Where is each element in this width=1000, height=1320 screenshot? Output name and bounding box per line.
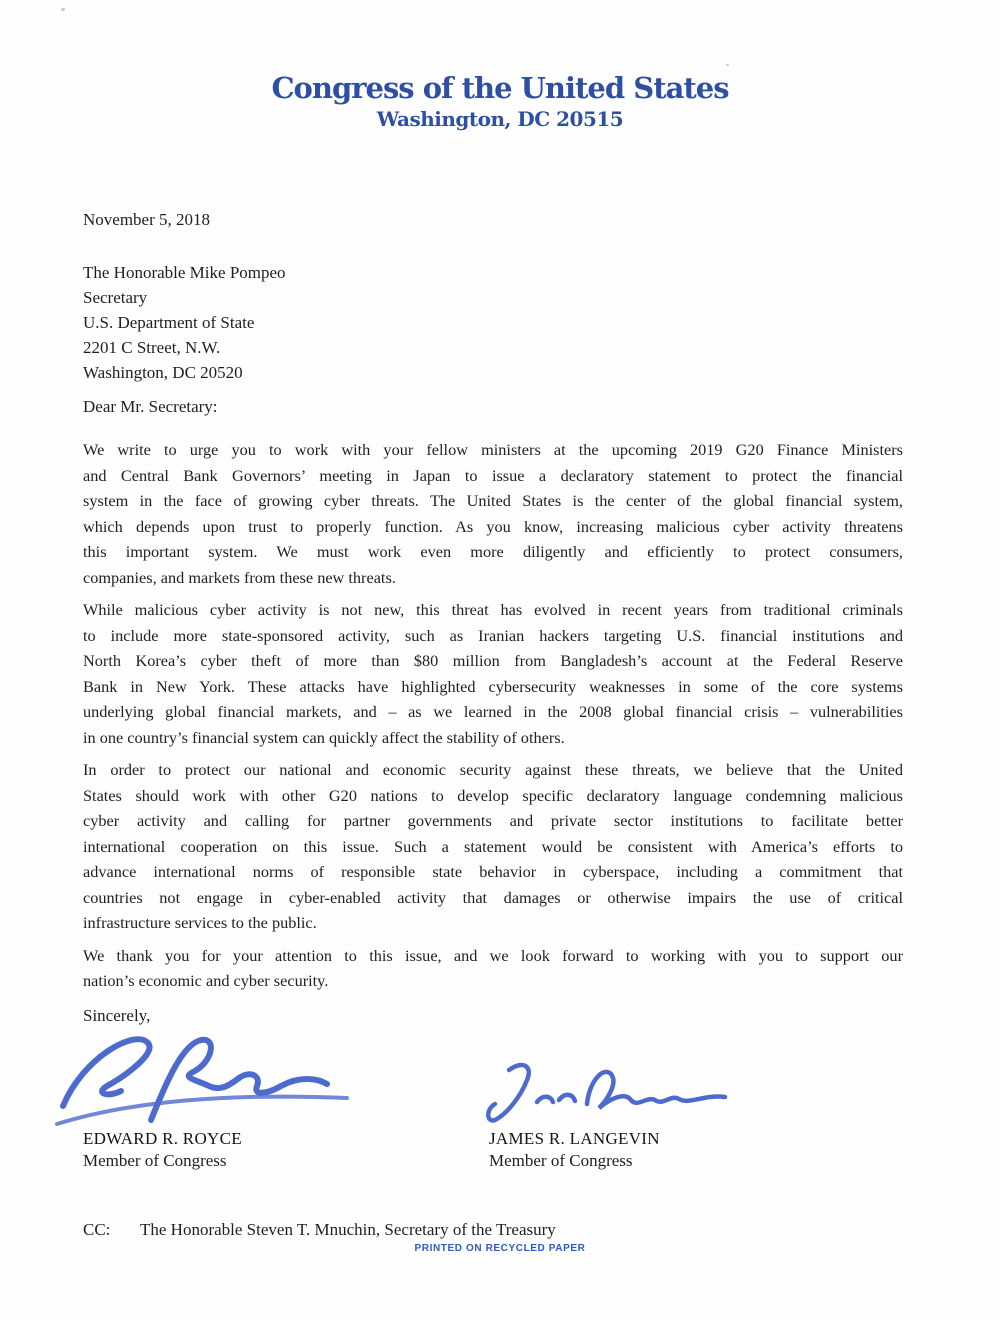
body-line: and Central Bank Governors’ meeting in Japan to issue a declaratory statement to protect the financial [83, 465, 903, 485]
cc-line [83, 1218, 903, 1242]
letterhead [0, 0, 1000, 132]
recipient-block [83, 260, 903, 385]
body-line: States should work with other G20 nations to develop specific declaratory language condemning malicious [83, 785, 903, 805]
signer-name: JAMES R. LANGEVIN [489, 1128, 660, 1148]
scan-speck [61, 8, 65, 11]
body-line: to include more state-sponsored activity, such as Iranian hackers targeting U.S. financial institutions and [83, 625, 903, 645]
letter-content [83, 208, 903, 1242]
salutation: Dear Mr. Secretary: [83, 397, 218, 416]
letterhead-address: Washington, DC 20515 [376, 107, 624, 131]
recipient-line: Washington, DC 20520 [83, 363, 243, 382]
scan-speck [726, 64, 729, 66]
body-line: international cooperation on this issue. Such a statement would be consistent with America’s efforts to [83, 836, 903, 856]
body-line: this important system. We must work even more diligently and efficiently to protect consumers, [83, 542, 903, 561]
body-line: cyber activity and calling for partner governments and private sector institutions to facilitate better [83, 811, 903, 830]
recycled-paper-note: PRINTED ON RECYCLED PAPER [414, 1242, 586, 1254]
signature-block-royce [83, 1028, 423, 1172]
signer-title: Member of Congress [489, 1150, 633, 1170]
body-line: We thank you for your attention to this issue, and we look forward to working with you to support our [83, 945, 903, 965]
signer-name: EDWARD R. ROYCE [83, 1128, 242, 1148]
signature-block-langevin [489, 1054, 789, 1172]
recipient-line: Secretary [83, 288, 148, 307]
signature-row [83, 1028, 903, 1172]
body-line: in one country’s financial system can quickly affect the stability of others. [83, 727, 565, 747]
body-line: We write to urge you to work with your fellow ministers at the upcoming 2019 G20 Finance Ministers [83, 440, 903, 459]
recipient-line: 2201 C Street, N.W. [83, 338, 221, 357]
body-paragraph [83, 943, 903, 994]
recipient-line: U.S. Department of State [83, 313, 255, 332]
letterhead-title: Congress of the United States [271, 71, 729, 105]
signature-jim-langevin-ink [479, 1054, 739, 1124]
closing: Sincerely, [83, 1005, 151, 1025]
body-paragraph [83, 597, 903, 750]
signer-title: Member of Congress [83, 1150, 227, 1170]
body-line: which depends upon trust to properly function. As you know, increasing malicious cyber activity threatens [83, 516, 903, 536]
body-line: underlying global financial markets, and – as we learned in the 2008 global financial crisis – vulnerabilities [83, 702, 903, 721]
body-line: infrastructure services to the public. [83, 913, 317, 932]
recipient-line: The Honorable Mike Pompeo [83, 263, 286, 282]
body-line: companies, and markets from these new threats. [83, 567, 396, 587]
body-line: North Korea’s cyber theft of more than $80 million from Bangladesh’s account at the Federal Reserve [83, 651, 903, 670]
body-paragraph [83, 757, 903, 936]
body-line: In order to protect our national and economic security against these threats, we believe that the United [83, 760, 903, 779]
body-line: nation’s economic and cyber security. [83, 971, 329, 990]
body-line: advance international norms of responsible state behavior in cyberspace, including a commitment that [83, 862, 903, 881]
body-line: countries not engage in cyber-enabled activity that damages or otherwise impairs the use of critical [83, 887, 903, 907]
letter-date: November 5, 2018 [83, 210, 211, 229]
body-paragraph [83, 437, 903, 590]
body-line: While malicious cyber activity is not new, this threat has evolved in recent years from traditional criminals [83, 600, 903, 619]
cc-label: CC: [83, 1219, 111, 1239]
signature-ed-royce-ink [55, 1028, 355, 1128]
letter-body [83, 437, 903, 994]
body-line: system in the face of growing cyber threats. The United States is the center of the global financial system, [83, 491, 903, 510]
cc-text: The Honorable Steven T. Mnuchin, Secretary of the Treasury [140, 1219, 556, 1239]
body-line: Bank in New York. These attacks have highlighted cybersecurity weaknesses in some of the core systems [83, 676, 903, 696]
